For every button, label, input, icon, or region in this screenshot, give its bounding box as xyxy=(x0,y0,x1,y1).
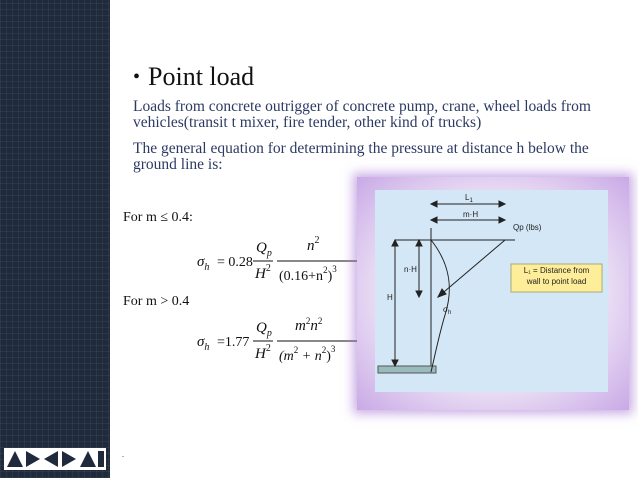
svg-text:σh: $\sigma_h$ xyxy=(197,334,210,353)
svg-text:n2: $n^2$ xyxy=(307,235,320,254)
label-nH: n·H xyxy=(404,265,417,274)
svg-text:H2: $H^2$ xyxy=(255,343,271,362)
svg-text:= 0.28: = 0.28 xyxy=(217,255,253,270)
sidebar-grid-texture xyxy=(0,0,110,478)
logo-icon xyxy=(4,448,106,470)
point-load-diagram xyxy=(375,190,608,392)
label-mH: m·H xyxy=(463,210,479,219)
description-paragraph: Loads from concrete outrigger of concrete pump, crane, wheel loads from vehicles(transit t mixer, fire tender, other kind of trucks) xyxy=(133,98,591,131)
svg-text:σh: $\sigma_h$ xyxy=(197,254,210,273)
svg-text:Qp: $Q_p$ xyxy=(256,240,272,259)
formula1-equation xyxy=(195,234,360,290)
label-Qp: Qp (lbs) xyxy=(513,223,542,232)
slide-bullet-title xyxy=(133,62,254,92)
svg-text:Qp: $Q_p$ xyxy=(256,320,272,339)
label-H: H xyxy=(387,293,393,302)
formula2-equation xyxy=(195,316,360,372)
label-L1: $L_1$ xyxy=(465,193,473,204)
svg-text:=1.77: =1.77 xyxy=(217,335,250,350)
footer-mark: . xyxy=(122,450,124,459)
sidebar-panel xyxy=(0,0,110,478)
label-sigma-h: $\sigma_h$ xyxy=(443,305,452,316)
formula1-condition: For m ≤ 0.4: xyxy=(123,210,193,225)
svg-text:H2: $H^2$ xyxy=(255,263,271,282)
formula2-condition: For m > 0.4 xyxy=(123,294,190,309)
svg-text:(m2 + n2)3: $(m^2 + n^2)^3$ xyxy=(279,344,336,364)
bullet-dot-icon: • xyxy=(133,65,141,88)
svg-text:(0.16+n2)3: $(0.16+n^2)^3$ xyxy=(279,264,337,284)
svg-text:m2n2: $m^2n^2$ xyxy=(295,316,323,334)
diagram-callout: L₁ = Distance from wall to point load xyxy=(523,266,590,286)
bullet-text: Point load xyxy=(148,62,255,91)
equation-intro-paragraph: The general equation for determining the pressure at distance h below the ground line is: xyxy=(133,140,589,173)
